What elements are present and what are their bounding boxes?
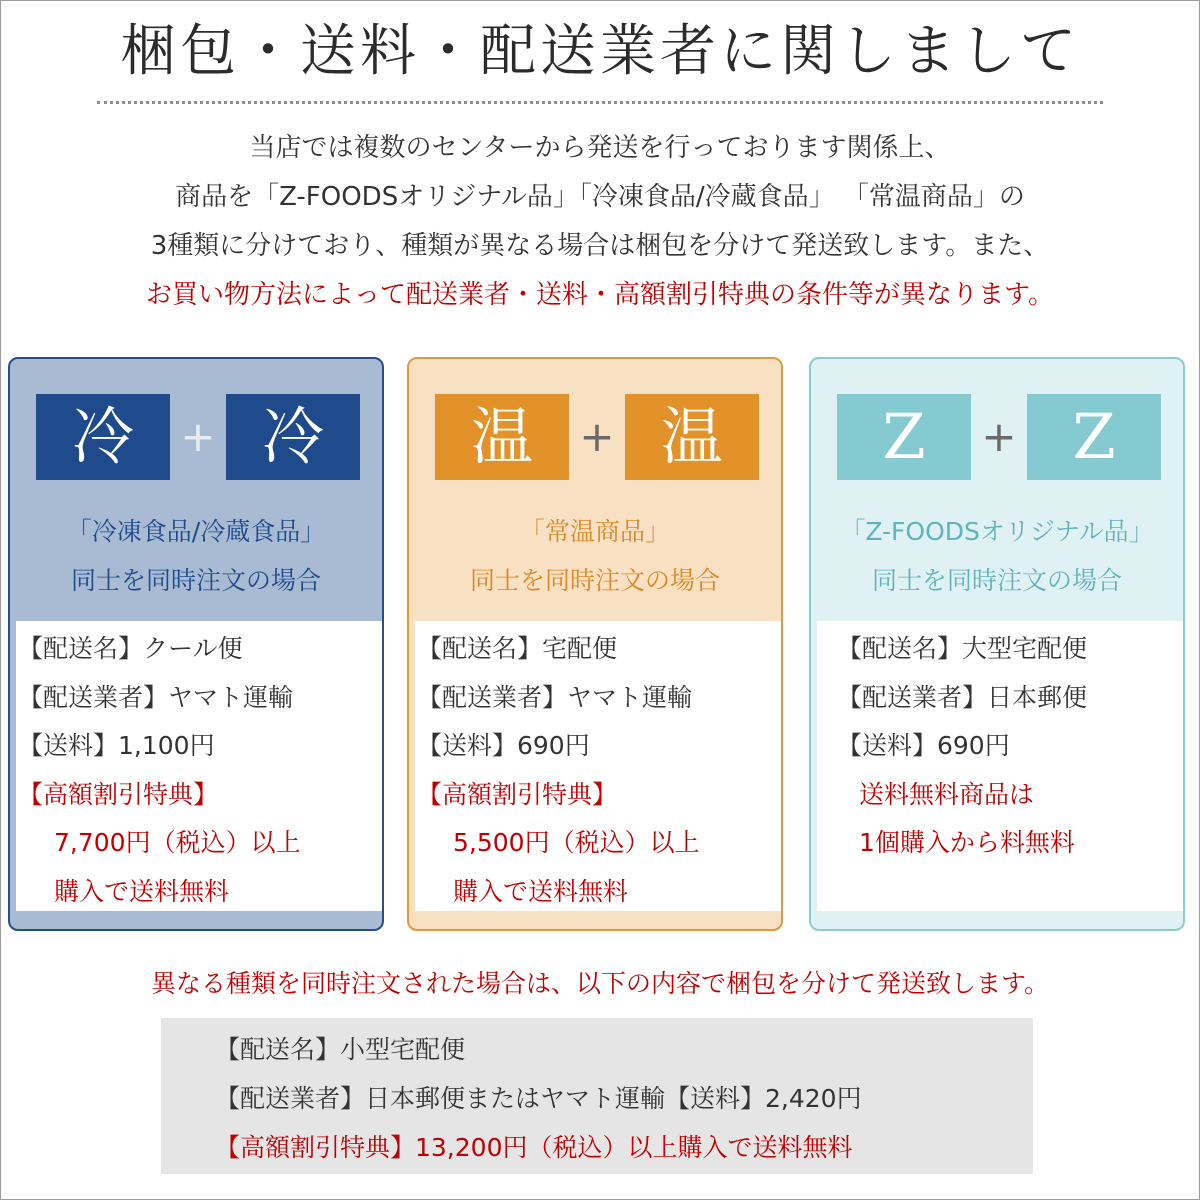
cold-frozen-card: [8, 357, 384, 931]
card-subtitle: [409, 507, 781, 605]
shipping-carrier: 【配送業者】ヤマト運輸: [417, 682, 693, 712]
card-category: 「冷凍食品/冷蔵食品」: [66, 517, 326, 546]
plus-icon: +: [579, 412, 615, 461]
badge-row: [435, 394, 759, 480]
free-shipping-condition: 1個購入から料無料: [859, 828, 1075, 857]
cold-badge: 冷: [226, 394, 360, 480]
plus-icon: +: [180, 412, 216, 461]
discount-benefit: 購入で送料無料: [453, 876, 629, 906]
card-category: 「Z-FOODSオリジナル品」: [840, 517, 1154, 546]
cold-badge: 冷: [36, 394, 170, 480]
intro-warning-line: お買い物方法によって配送業者・送料・高額割引特典の条件等が異なります。: [146, 280, 1054, 310]
mixed-order-notice: 異なる種類を同時注文された場合は、以下の内容で梱包を分けて発送致します。: [150, 969, 1049, 998]
discount-threshold: 5,500円（税込）以上: [453, 828, 700, 857]
badge-row: [837, 394, 1161, 480]
zfoods-badge: Z: [1027, 394, 1161, 480]
intro-line: 当店では複数のセンターから発送を行っております関係上、: [249, 133, 951, 163]
zfoods-card: [809, 357, 1185, 931]
shipping-carrier: 【配送業者】日本郵便: [837, 682, 1088, 712]
shipping-fee: 【送料】1,100円: [18, 731, 215, 760]
shipping-info-box: [16, 621, 382, 911]
intro-text: [0, 124, 1200, 320]
mixed-order-box: [161, 1018, 1033, 1174]
shipping-fee: 【送料】690円: [837, 731, 1010, 760]
shipping-name: 【配送名】宅配便: [417, 634, 618, 663]
title-divider: [97, 101, 1103, 104]
shipping-carrier: 【配送業者】ヤマト運輸: [18, 682, 294, 712]
discount-label: 【高額割引特典】: [18, 779, 219, 809]
shipping-name: 【配送名】小型宅配便: [215, 1035, 466, 1064]
ambient-card: [407, 357, 783, 931]
card-condition: 同士を同時注文の場合: [871, 566, 1122, 595]
card-condition: 同士を同時注文の場合: [469, 566, 720, 595]
zfoods-badge: Z: [837, 394, 971, 480]
discount-condition: 【高額割引特典】13,200円（税込）以上購入で送料無料: [215, 1133, 853, 1162]
shipping-name: 【配送名】クール便: [18, 634, 243, 663]
card-subtitle: [10, 507, 382, 605]
card-subtitle: [811, 507, 1183, 605]
discount-threshold: 7,700円（税込）以上: [54, 828, 301, 857]
intro-line: 3種類に分けており、種類が異なる場合は梱包を分けて発送致します。また、: [150, 231, 1050, 261]
shipping-name: 【配送名】大型宅配便: [837, 634, 1088, 663]
shipping-fee: 【送料】690円: [417, 731, 590, 760]
plus-icon: +: [981, 412, 1017, 461]
ambient-badge: 温: [625, 394, 759, 480]
intro-line: 商品を「Z-FOODSオリジナル品」「冷凍食品/冷蔵食品」 「常温商品」の: [175, 182, 1025, 212]
discount-benefit: 購入で送料無料: [54, 876, 230, 906]
shipping-carrier-fee: 【配送業者】日本郵便またはヤマト運輸【送料】2,420円: [215, 1084, 862, 1113]
shipping-info-box: [415, 621, 781, 911]
ambient-badge: 温: [435, 394, 569, 480]
discount-label: 【高額割引特典】: [417, 779, 618, 809]
card-category: 「常温商品」: [519, 517, 670, 546]
page-title: 梱包・送料・配送業者に関しまして: [120, 19, 1080, 84]
shipping-info-box: [817, 621, 1183, 911]
free-shipping-note: 送料無料商品は: [859, 779, 1035, 809]
card-condition: 同士を同時注文の場合: [70, 566, 321, 595]
badge-row: [36, 394, 360, 480]
